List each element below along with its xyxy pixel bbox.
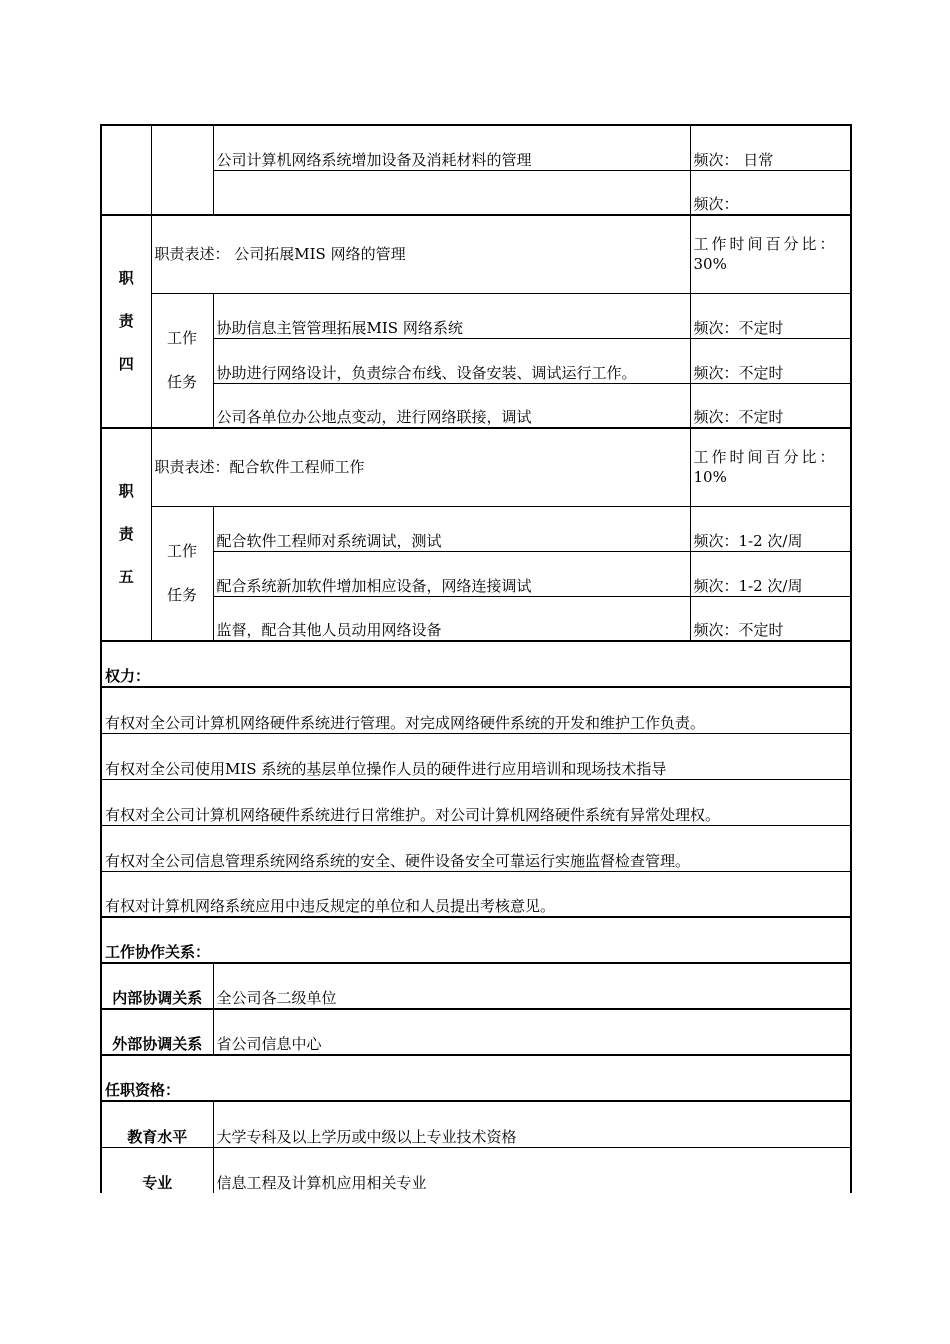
duty5-statement: 职责表述：配合软件工程师工作 <box>151 428 690 506</box>
education-value: 大学专科及以上学历或中级以上专业技术资格 <box>213 1101 851 1147</box>
duty5-label <box>101 428 151 641</box>
task-text: 协助进行网络设计，负责综合布线、设备安装、调试运行工作。 <box>213 338 690 383</box>
education-label: 教育水平 <box>101 1101 213 1147</box>
task-text: 协助信息主管管理拓展MIS 网络系统 <box>213 293 690 338</box>
task-frequency: 频次：1-2 次/周 <box>690 506 851 551</box>
external-coordination-value: 省公司信息中心 <box>213 1009 851 1055</box>
task-frequency: 频次：不定时 <box>690 293 851 338</box>
duty5-label-char: 责 <box>118 525 134 543</box>
task-frequency: 频次：1-2 次/周 <box>690 551 851 596</box>
task-label-line: 任务 <box>166 586 197 605</box>
task-frequency: 频次： 日常 <box>690 125 851 170</box>
authority-item: 有权对全公司计算机网络硬件系统进行管理。对完成网络硬件系统的开发和维护工作负责。 <box>101 687 851 733</box>
duty5-label-char: 五 <box>118 568 134 586</box>
task-text: 监督，配合其他人员动用网络设备 <box>213 596 690 641</box>
major-label: 专业 <box>101 1147 213 1193</box>
time-percentage-label: 工作时间百分比： <box>693 448 838 467</box>
duty4-label-char: 责 <box>118 312 134 330</box>
task-label-line: 任务 <box>166 373 197 392</box>
internal-coordination-label: 内部协调关系 <box>101 963 213 1009</box>
task-text <box>213 170 690 215</box>
time-percentage-label: 工作时间百分比： <box>693 235 838 254</box>
external-coordination-label: 外部协调关系 <box>101 1009 213 1055</box>
time-percentage-value: 10% <box>693 468 727 487</box>
continued-sublabel-cell <box>151 125 213 215</box>
task-label-line: 工作 <box>166 542 197 561</box>
task-text: 配合软件工程师对系统调试，测试 <box>213 506 690 551</box>
authority-item: 有权对全公司信息管理系统网络系统的安全、硬件设备安全可靠运行实施监督检查管理。 <box>101 825 851 871</box>
duty4-task-label <box>151 293 213 428</box>
duty4-label-char: 职 <box>118 269 134 287</box>
internal-coordination-value: 全公司各二级单位 <box>213 963 851 1009</box>
task-text: 公司计算机网络系统增加设备及消耗材料的管理 <box>213 125 690 170</box>
qualification-heading: 任职资格： <box>101 1055 851 1101</box>
authority-item: 有权对全公司使用MIS 系统的基层单位操作人员的硬件进行应用培训和现场技术指导 <box>101 733 851 779</box>
authority-item: 有权对全公司计算机网络硬件系统进行日常维护。对公司计算机网络硬件系统有异常处理权。 <box>101 779 851 825</box>
task-frequency: 频次：不定时 <box>690 383 851 428</box>
task-frequency: 频次：不定时 <box>690 596 851 641</box>
cooperation-heading: 工作协作关系： <box>101 917 851 963</box>
continued-label-cell <box>101 125 151 215</box>
task-text: 公司各单位办公地点变动，进行网络联接，调试 <box>213 383 690 428</box>
job-description-document <box>100 124 850 1193</box>
duty4-statement: 职责表述： 公司拓展MIS 网络的管理 <box>151 215 690 293</box>
duty5-task-label <box>151 506 213 641</box>
time-percentage-value: 30% <box>693 255 727 274</box>
major-value: 信息工程及计算机应用相关专业 <box>213 1147 851 1193</box>
duty4-label <box>101 215 151 428</box>
task-frequency: 频次： <box>690 170 851 215</box>
duty4-time-percentage <box>690 215 851 293</box>
duty5-time-percentage <box>690 428 851 506</box>
authority-item: 有权对计算机网络系统应用中违反规定的单位和人员提出考核意见。 <box>101 871 851 917</box>
job-description-table <box>100 124 852 1193</box>
authority-heading: 权力： <box>101 641 851 687</box>
task-frequency: 频次：不定时 <box>690 338 851 383</box>
duty5-label-char: 职 <box>118 482 134 500</box>
duty4-label-char: 四 <box>118 355 134 373</box>
task-label-line: 工作 <box>166 329 197 348</box>
task-text: 配合系统新加软件增加相应设备，网络连接调试 <box>213 551 690 596</box>
